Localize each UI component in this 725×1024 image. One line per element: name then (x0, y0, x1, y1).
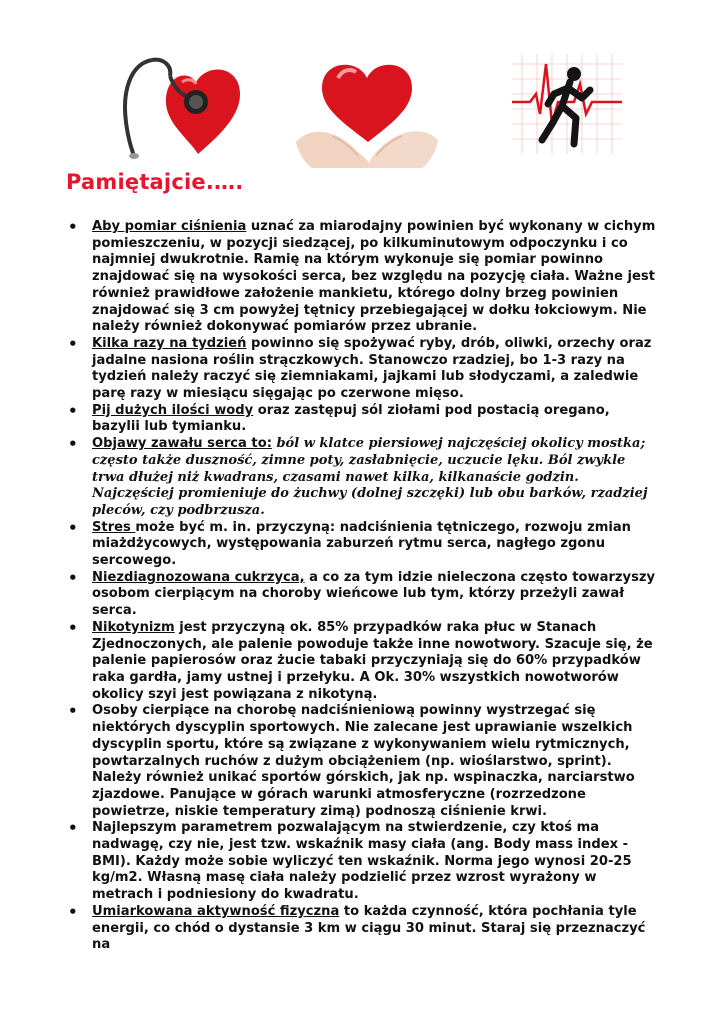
item-lead: Nikotynizm (92, 619, 175, 635)
item-text: powinno się spożywać ryby, drób, oliwki, orzechy oraz jadalne nasiona roślin strączkowych. Stanowczo rzadziej, bo 1-3 razy na tydzień należy raczyć się ziemniakami, jajkami lub słodyczami, a zaledwie parę razy w miesiącu sięgając po czerwone mięso. (92, 335, 652, 402)
header-images (0, 44, 725, 174)
item-text: Najlepszym parametrem pozwalającym na stwierdzenie, czy ktoś ma nadwagę, czy nie, jest tzw. wskaźnik masy ciała (ang. Body mass index -BMI). Każdy może sobie wyliczyć ten wskaźnik. Norma jego wynosi 20-25 kg/m2. Własną masę ciała należy podzielić przez wzrost wyrażony w metrach i podniesiony do kwadratu. (92, 820, 632, 903)
item-text: może być m. in. przyczyną: nadciśnienia tętniczego, rozwoju zmian miażdżycowych, występowania zaburzeń rytmu serca, nagłego zgonu sercowego. (92, 519, 631, 569)
list-item (66, 520, 662, 570)
list-item (66, 620, 662, 704)
item-italic-text: ból w klatce piersiowej najczęściej okolicy mostka; często także duszność, zimne poty, zasłabnięcie, uczucie lęku. Ból zwykle trwa dłużej niż kwadrans, czasami nawet kilka, kilkanaście godzin. Najczęściej promieniuje do żuchwy (dolnej szczęki) lub obu barków, rzadziej pleców, czy podbrzusza. (92, 436, 648, 518)
item-text: uznać za miarodajny powinien być wykonany w cichym pomieszczeniu, w pozycji siedzącej, po kilkuminutowym odpoczynku i co najmniej dwukrotnie. Ramię na którym wykonuje się pomiar powinno znajdować się na wysokości serca, bez względu na pozycję ciała. Ważne jest również prawidłowe założenie mankietu, którego dolny brzeg powinien znajdować się 3 cm powyżej tętnicy przebiegającej w dołku łokciowym. Nie należy również dokonywać pomiarów przez ubranie. (92, 219, 656, 335)
item-lead: Niezdiagnozowana cukrzyca, (92, 569, 305, 585)
list-item (66, 570, 662, 620)
list-item (66, 904, 662, 954)
advice-list (66, 219, 662, 954)
item-text: oraz zastępuj sól ziołami pod postacią oregano, bazylii lub tymianku. (92, 402, 610, 435)
list-item (66, 336, 662, 403)
heart-in-hands-image (292, 44, 442, 172)
stethoscope-heart-image (112, 52, 244, 160)
list-item (66, 436, 662, 520)
item-lead: Objawy zawału serca to: (92, 436, 272, 452)
list-item-bmi (66, 820, 662, 904)
item-lead: Kilka razy na tydzień (92, 335, 247, 351)
page-title: Pamiętajcie.…. (66, 170, 244, 194)
item-text: Osoby cierpiące na chorobę nadciśnieniową powinny wystrzegać się niektórych dyscyplin sportowych. Nie zalecane jest uprawianie wszelkich dyscyplin sportu, które są związane z wykonywaniem wielu rytmicznych, powtarzalnych ruchów z dużym obciążeniem (np. wioślarstwo, sprint). Należy również unikać sportów górskich, jak np. wspinaczka, narciarstwo zjazdowe. Panujące w górach warunki atmosferyczne (rozrzedzone powietrze, niskie temperatury zimą) podnoszą ciśnienie krwi. (92, 703, 635, 819)
item-lead: Aby pomiar ciśnienia (92, 219, 247, 234)
item-lead: Pij dużych ilości wody (92, 402, 254, 418)
list-item (66, 403, 662, 436)
item-text: a co za tym idzie nieleczona często towarzyszy osobom cierpiącym na choroby wieńcowe lub tym, którzy przeżyli zawał serca. (92, 569, 656, 619)
list-item (66, 219, 662, 336)
item-lead: Stres (92, 519, 136, 535)
item-text: jest przyczyną ok. 85% przypadków raka płuc w Stanach Zjednoczonych, ale palenie powoduje także inne nowotwory. Szacuje się, że palenie papierosów oraz żucie tabaki przyczyniają się do 60% przypadków raka gardła, jamy ustnej i przełyku. A Ok. 30% wszystkich nowotworów okolicy szyi jest powiązana z nikotyną. (92, 619, 653, 702)
item-text: to każda czynność, która pochłania tyle energii, co chód o dystansie 3 km w ciągu 30 minut. Staraj się przeznaczyć na (92, 903, 646, 953)
item-lead: Umiarkowana aktywność fizyczna (92, 903, 340, 919)
runner-heartbeat-image (512, 54, 622, 154)
list-item (66, 703, 662, 820)
